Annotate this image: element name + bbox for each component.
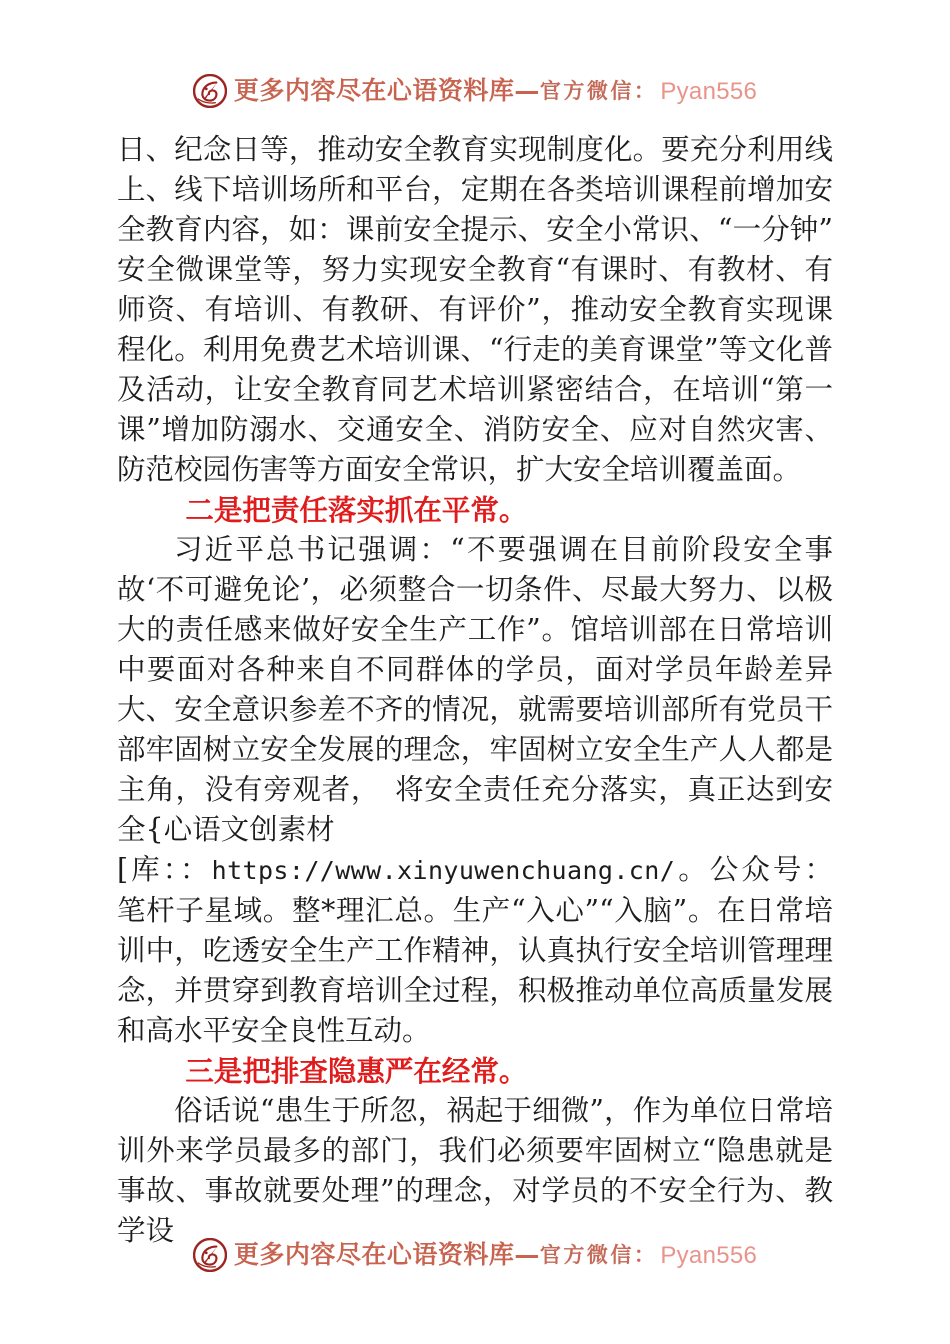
watermark-channel-label: 官方微信：	[539, 78, 658, 103]
document-body	[117, 130, 833, 1251]
section-heading-two: 二是把责任落实抓在平常。	[185, 493, 528, 527]
paragraph-hazard-inspection: 俗话说“患生于所忽，祸起于细微”，作为单位日常培训外来学员最多的部门，我们必须要牢固树立“隐患就是事故、事故就要处理”的理念，对学员的不安全行为、教学设	[117, 1094, 833, 1247]
watermark-banner-bottom	[0, 1232, 950, 1278]
section-heading-three: 三是把排查隐惠严在经常。	[185, 1054, 528, 1088]
watermark-wechat-id: Pyan556	[660, 78, 758, 105]
watermark-channel-label: 官方微信：	[539, 1242, 658, 1267]
watermark-dash: —	[514, 76, 540, 105]
source-url-text: https://www.xinyuwenchuang.cn/	[211, 856, 676, 885]
url-line-suffix: 。公众号：笔杆子星域。整*理汇总。生产“入心”“入脑”。在日常培训中，吃透安全生产工作精神，认真执行安全培训管理理念，并贯穿到教育培训全过程，积极推动单位高质量发展和高水平安全良性互动。	[117, 853, 833, 1047]
watermark-text-group	[234, 78, 757, 104]
xinyu-seal-logo-icon	[193, 74, 227, 108]
watermark-brand-text: 更多内容尽在心语资料库	[233, 1240, 515, 1269]
paragraph-watermark-url-line	[117, 850, 833, 1051]
watermark-text-group	[234, 1242, 757, 1268]
watermark-wechat-id: Pyan556	[660, 1242, 758, 1269]
paragraph-responsibility: 习近平总书记强调：“不要强调在目前阶段安全事故‘不可避免论’，必须整合一切条件、尽最大努力、以极大的责任感来做好安全生产工作”。馆培训部在日常培训中要面对各种来自不同群体的学员，面对学员年龄差异大、安全意识参差不齐的情况，就需要培训部所有党员干部牢固树立安全发展的理念，牢固树立安全生产人人都是主角，没有旁观者， 将安全责任充分落实，真正达到安全{心语文创素材	[117, 533, 833, 846]
paragraph-continuation: 日、纪念日等，推动安全教育实现制度化。要充分利用线上、线下培训场所和平台，定期在各类培训课程前增加安全教育内容，如：课前安全提示、安全小常识、“一分钟”安全微课堂等，努力实现安全教育“有课时、有教材、有师资、有培训、有教研、有评价”，推动安全教育实现课程化。利用免费艺术培训课、“行走的美育课堂”等文化普及活动，让安全教育同艺术培训紧密结合，在培训“第一课”增加防溺水、交通安全、消防安全、应对自然灾害、防范校园伤害等方面安全常识，扩大安全培训覆盖面。	[117, 133, 833, 486]
watermark-banner-top	[0, 68, 950, 114]
watermark-brand-text: 更多内容尽在心语资料库	[233, 76, 515, 105]
xinyu-seal-logo-icon	[193, 1238, 227, 1272]
url-line-prefix: [库：：	[117, 853, 212, 886]
watermark-dash: —	[514, 1240, 540, 1269]
